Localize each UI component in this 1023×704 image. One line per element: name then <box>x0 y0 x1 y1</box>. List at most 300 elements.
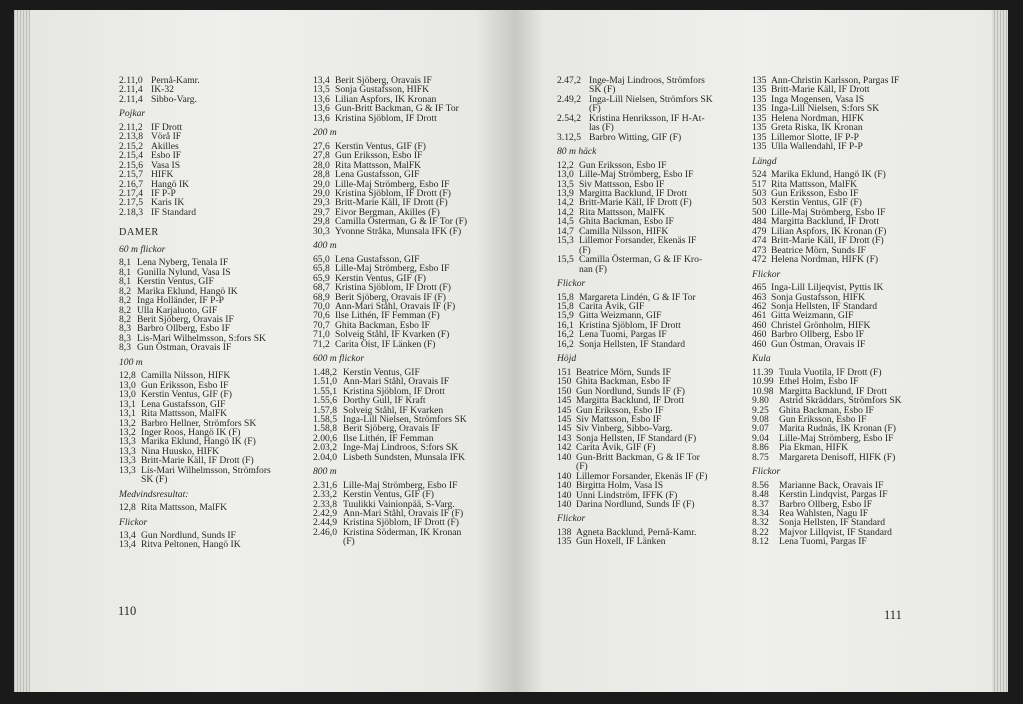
athlete-club: Rea Wahlsten, Nagu IF <box>779 508 869 520</box>
section-heading: DAMER <box>119 227 159 239</box>
result-list <box>557 293 757 350</box>
result-row <box>119 95 315 104</box>
athlete-club: IF P-P <box>151 187 176 199</box>
result-value: 1.51,0 <box>313 376 337 388</box>
athlete-club: Ulla Wallendahl, IF P-P <box>771 141 863 153</box>
result-list <box>313 142 509 237</box>
result-value: 8,1 <box>119 257 131 269</box>
page-number-left: 110 <box>118 604 137 618</box>
result-value: 1.58,5 <box>313 413 337 425</box>
athlete-club: Dorthy Gull, IF Kraft <box>343 395 426 407</box>
result-value: 1.48,2 <box>313 366 337 378</box>
athlete-club: Kerstin Ventus, GIF (F) <box>335 272 426 284</box>
result-row <box>119 170 315 179</box>
result-value: 462 <box>752 300 767 312</box>
athlete-club-continuation: (F) <box>579 244 591 256</box>
result-value: 13,0 <box>119 379 136 391</box>
result-value: 13,4 <box>313 75 330 86</box>
result-list <box>557 368 757 510</box>
result-value: 65,8 <box>313 263 330 275</box>
athlete-club: Lille-Maj Strömberg, Esbo IF <box>335 178 450 190</box>
athlete-club: Beatrice Mörn, Sunds IF <box>576 366 671 378</box>
athlete-club: IF Drott <box>151 121 183 133</box>
result-value: 2.11,2 <box>119 121 143 133</box>
athlete-club: Ghita Backman, Esbo IF <box>335 319 430 331</box>
athlete-club: Ghita Backman, Esbo IF <box>779 404 874 416</box>
athlete-club: Helena Nordman, HIFK <box>771 112 864 124</box>
result-value: 8,1 <box>119 276 131 288</box>
result-value: 9.08 <box>752 413 769 425</box>
athlete-club: Camilla Österman, G & IF Tor (F) <box>335 216 468 228</box>
athlete-club: Gitta Weizmann, GIF <box>579 310 662 322</box>
result-value: 13,1 <box>119 408 136 420</box>
left-page-edges <box>14 10 30 692</box>
result-value: 474 <box>752 235 767 247</box>
athlete-club: Margitta Backlund, IF Drott <box>779 385 888 397</box>
athlete-club-continuation: SK (F) <box>589 84 616 96</box>
result-row <box>557 76 757 85</box>
result-list <box>119 503 315 512</box>
athlete-club-continuation: (F) <box>576 461 588 473</box>
result-value: 8.32 <box>752 517 769 529</box>
result-value: 460 <box>752 338 767 350</box>
result-row <box>119 189 315 198</box>
result-value: 145 <box>557 404 572 416</box>
result-value: 14,5 <box>557 216 574 228</box>
result-value: 2.11,4 <box>119 93 143 105</box>
result-value: 1.57,8 <box>313 404 337 416</box>
athlete-club: Lille-Maj Strömberg, Esbo IF <box>779 432 894 444</box>
result-value: 68,9 <box>313 291 330 303</box>
result-value: 2.49,2 <box>557 93 581 105</box>
section-heading: Medvindsresultat: <box>119 488 189 500</box>
result-list <box>557 76 757 142</box>
athlete-club: Agneta Backlund, Pernå-Kamr. <box>576 526 697 538</box>
result-value: 13,3 <box>119 445 136 457</box>
section-heading: Längd <box>752 155 777 167</box>
result-value: 13,5 <box>557 178 574 190</box>
athlete-club: Gunilla Nylund, Vasa IS <box>137 266 231 278</box>
result-list <box>752 283 966 349</box>
athlete-club: Inger Roos, Hangö IK (F) <box>141 426 241 438</box>
athlete-club: Unni Lindström, IFFK (F) <box>576 489 678 501</box>
left-page <box>30 10 514 692</box>
result-value: 472 <box>752 254 767 266</box>
athlete-club: Barbro Ollberg, Esbo IF <box>771 329 865 341</box>
result-value: 15,8 <box>557 300 574 312</box>
result-value: 29,7 <box>313 206 330 218</box>
result-value: 484 <box>752 216 767 228</box>
athlete-club: Sonja Gustafsson, HIFK <box>771 291 866 303</box>
athlete-club: Kerstin Ventus, GIF (F) <box>343 489 434 501</box>
athlete-club: Eivor Bergman, Akilles (F) <box>335 206 440 218</box>
result-row <box>557 340 757 349</box>
result-value: 460 <box>752 319 767 331</box>
result-value: 465 <box>752 282 767 294</box>
athlete-club: Lena Tuomi, Pargas IF <box>579 329 667 341</box>
athlete-club: Gun Östman, Oravais IF <box>771 338 866 350</box>
athlete-club: Ann-Mari Ståhl, Oravais IF (F) <box>343 508 464 520</box>
athlete-club-continuation: (F) <box>589 103 601 115</box>
result-list <box>752 76 966 152</box>
athlete-club: Rita Mattsson, MalFK <box>771 178 858 190</box>
athlete-club: HIFK <box>151 169 174 181</box>
athlete-club: Inga-Lill Nielsen, S:fors SK <box>771 103 880 115</box>
result-value: 71,0 <box>313 329 330 341</box>
section-heading: 80 m häck <box>557 146 597 158</box>
result-value: 140 <box>557 489 572 501</box>
athlete-club: Karis IK <box>151 197 185 209</box>
result-value: 473 <box>752 244 767 256</box>
result-value: 13,3 <box>119 455 136 467</box>
athlete-club: Akilles <box>151 140 179 152</box>
result-value: 461 <box>752 310 767 322</box>
result-value: 16,1 <box>557 319 574 331</box>
athlete-club: Rita Mattsson, MalFK <box>141 502 228 514</box>
result-value: 2.18,3 <box>119 206 143 218</box>
result-value: 13,3 <box>119 436 136 448</box>
section-heading: 600 m flickor <box>313 353 365 365</box>
result-value: 70,6 <box>313 310 330 322</box>
result-value: 13,0 <box>557 169 574 181</box>
athlete-club: Astrid Skräddars, Strömfors SK <box>779 395 902 407</box>
athlete-club: Sonja Hellsten, IF Standard <box>779 517 886 529</box>
result-value: 70,7 <box>313 319 330 331</box>
result-value: 13,6 <box>313 112 330 124</box>
athlete-club: Darina Nordlund, Sunds IF (F) <box>576 499 695 511</box>
athlete-club-continuation: nan (F) <box>579 263 607 275</box>
result-value: 503 <box>752 187 767 199</box>
result-value: 2.15,4 <box>119 150 143 162</box>
result-value: 29,8 <box>313 216 330 228</box>
result-value: 151 <box>557 366 572 378</box>
result-value: 143 <box>557 432 572 444</box>
athlete-club: Birgitta Holm, Vasa IS <box>576 480 664 492</box>
result-value: 8,1 <box>119 266 131 278</box>
athlete-club: Barbro Ollberg, Esbo IF <box>137 323 231 335</box>
athlete-club: Ilse Lithén, IF Femman <box>343 432 434 444</box>
result-value: 10.99 <box>752 376 774 388</box>
result-value: 140 <box>557 470 572 482</box>
result-row <box>557 537 757 546</box>
result-list <box>313 481 509 547</box>
result-value: 8.86 <box>752 442 769 454</box>
athlete-club: Kristina Henriksson, IF H-At- <box>589 112 705 124</box>
section-heading: Flickor <box>752 466 781 478</box>
result-value: 145 <box>557 395 572 407</box>
athlete-club: Inga-Lill Nielsen, Strömfors SK <box>343 413 467 425</box>
athlete-club: Kristina Sjöblom, IF Drott (F) <box>343 517 459 529</box>
athlete-club: Margareta Lindén, G & IF Tor <box>579 291 696 303</box>
result-value: 13,9 <box>557 187 574 199</box>
athlete-club: Rita Mattsson, MalFK <box>335 159 422 171</box>
result-row <box>119 540 315 549</box>
athlete-club: Carita Åvik, GIF <box>579 300 645 312</box>
athlete-club: Lilian Aspfors, IK Kronan (F) <box>771 225 887 237</box>
athlete-club: Gitta Weizmann, GIF <box>771 310 854 322</box>
athlete-club: Inga-Lill Liljeqvist, Pyttis IK <box>771 282 884 294</box>
result-row <box>557 95 757 104</box>
results-column-1 <box>119 76 315 550</box>
athlete-club: Lis-Mari Wilhelmsson, Strömfors <box>141 464 271 476</box>
athlete-club: Kerstin Ventus, GIF (F) <box>335 140 426 152</box>
result-value: 150 <box>557 385 572 397</box>
result-value: 28,8 <box>313 169 330 181</box>
result-value: 12,2 <box>557 159 574 171</box>
result-list <box>119 371 315 484</box>
athlete-club: Greta Riska, IK Kronan <box>771 122 863 134</box>
athlete-club: Margitta Backlund, IF Drott <box>771 216 880 228</box>
result-value: 2.42,9 <box>313 508 337 520</box>
results-column-3 <box>557 76 757 547</box>
athlete-club: Lillemor Forsander, Ekenäs IF <box>579 235 697 247</box>
athlete-club: Ghita Backman, Esbo IF <box>579 216 674 228</box>
result-value: 65,0 <box>313 253 330 265</box>
athlete-club: Kristina Sjöblom, IF Drott <box>335 112 437 124</box>
result-value: 140 <box>557 451 572 463</box>
athlete-club: Tuula Vuotila, IF Drott (F) <box>779 366 882 378</box>
result-value: 460 <box>752 329 767 341</box>
athlete-club: Marika Eklund, Hangö IK (F) <box>141 436 256 448</box>
athlete-club: Lille-Maj Strömberg, Esbo IF <box>579 169 694 181</box>
result-value: 8,2 <box>119 304 131 316</box>
athlete-club: Lillemor Slotte, IF P-P <box>771 131 859 143</box>
result-row <box>119 151 315 160</box>
athlete-club: Carita Öist, IF Länken (F) <box>335 338 436 350</box>
athlete-club: Berit Sjöberg, Oravais IF <box>335 75 432 86</box>
result-value: 135 <box>752 103 767 115</box>
result-row <box>119 503 315 512</box>
result-value: 15,5 <box>557 254 574 266</box>
result-value: 13,4 <box>119 530 136 542</box>
result-value: 2.46,0 <box>313 526 337 538</box>
result-row <box>119 198 315 207</box>
result-value: 2.15,2 <box>119 140 143 152</box>
athlete-club: Ritva Peltonen, Hangö IK <box>141 539 241 551</box>
result-row <box>313 340 509 349</box>
result-value: 16,2 <box>557 329 574 341</box>
result-list <box>119 76 315 104</box>
result-value: 503 <box>752 197 767 209</box>
athlete-club: Sonja Gustafsson, HIFK <box>335 84 430 96</box>
result-value: 145 <box>557 423 572 435</box>
result-value: 8,3 <box>119 323 131 335</box>
athlete-club: Ann-Mari Ståhl, Oravais IF (F) <box>335 300 456 312</box>
athlete-club: Inga Mogensen, Vasa IS <box>771 93 865 105</box>
result-value: 135 <box>752 112 767 124</box>
athlete-club: Gun Östman, Oravais IF <box>137 342 232 354</box>
result-value: 8,2 <box>119 313 131 325</box>
section-heading: 400 m <box>313 240 337 252</box>
result-value: 138 <box>557 526 572 538</box>
result-row <box>313 227 509 236</box>
result-value: 8.37 <box>752 498 769 510</box>
result-list <box>557 528 757 547</box>
result-value: 13,2 <box>119 426 136 438</box>
result-row <box>313 453 509 462</box>
result-value: 13,5 <box>313 84 330 96</box>
result-value: 29,0 <box>313 187 330 199</box>
athlete-club: Rita Mattsson, MalFK <box>579 206 666 218</box>
result-value: 13,2 <box>119 417 136 429</box>
athlete-club: IK-32 <box>151 84 174 96</box>
athlete-club: Margitta Backlund, IF Drott <box>576 395 685 407</box>
result-row <box>752 142 966 151</box>
result-value: 1.55,1 <box>313 385 337 397</box>
athlete-club: Tuulikki Vainionpää, S-Varg. <box>343 498 455 510</box>
athlete-club: Gun Eriksson, Esbo IF <box>141 379 229 391</box>
result-value: 10.98 <box>752 385 774 397</box>
athlete-club: Gun Nordlund, Sunds IF <box>141 530 236 542</box>
athlete-club: Camilla Nilsson, HIFK <box>579 225 669 237</box>
right-page <box>514 10 992 692</box>
result-value: 11.39 <box>752 366 774 378</box>
athlete-club: Hangö IK <box>151 178 190 190</box>
athlete-club: Camilla Österman, G & IF Kro- <box>579 254 703 266</box>
section-heading: 800 m <box>313 466 337 478</box>
result-value: 27,8 <box>313 150 330 162</box>
result-value: 29,3 <box>313 197 330 209</box>
result-value: 142 <box>557 442 572 454</box>
page-number-right: 111 <box>884 608 902 622</box>
result-value: 12,8 <box>119 502 136 514</box>
result-row <box>557 133 757 142</box>
athlete-club: Kerstin Ventus, GIF <box>343 366 420 378</box>
result-list <box>557 161 757 274</box>
athlete-club: Margareta Denisoff, HIFK (F) <box>779 451 896 463</box>
result-value: 1.58,8 <box>313 423 337 435</box>
athlete-club: Lis-Mari Wilhelmsson, S:fors SK <box>137 332 266 344</box>
athlete-club: Lena Tuomi, Pargas IF <box>779 536 867 548</box>
result-value: 135 <box>752 122 767 134</box>
results-column-2 <box>313 76 509 547</box>
result-value: 2.17,5 <box>119 197 143 209</box>
athlete-club: Carita Åvik, GIF (F) <box>576 442 656 454</box>
result-list <box>313 368 509 463</box>
athlete-club: Barbro Ollberg, Esbo IF <box>779 498 873 510</box>
athlete-club: Lisbeth Sundsten, Munsala IFK <box>343 451 466 463</box>
result-list <box>752 481 966 547</box>
athlete-club: Lille-Maj Strömberg, Esbo IF <box>335 263 450 275</box>
result-list <box>119 258 315 353</box>
result-row <box>119 161 315 170</box>
athlete-club: Gun Eriksson, Esbo IF <box>579 159 667 171</box>
section-heading: 60 m flickor <box>119 243 166 255</box>
result-value: 13,6 <box>313 93 330 105</box>
athlete-club: Lille-Maj Strömberg, Esbo IF <box>771 206 886 218</box>
athlete-club: Gun-Britt Backman, G & IF Tor <box>576 451 700 463</box>
result-value: 3.12,5 <box>557 131 581 143</box>
result-value: 8.75 <box>752 451 769 463</box>
result-list <box>119 531 315 550</box>
athlete-club: Marika Eklund, Hangö IK <box>137 285 238 297</box>
result-value: 8,3 <box>119 332 131 344</box>
right-page-edges <box>992 10 1008 692</box>
athlete-club: Sibbo-Varg. <box>151 93 197 105</box>
result-value: 13,4 <box>119 539 136 551</box>
section-heading: Flickor <box>557 513 586 525</box>
athlete-club: Margitta Backlund, IF Drott <box>579 187 688 199</box>
result-value: 15,3 <box>557 235 574 247</box>
result-list <box>313 255 509 350</box>
result-row <box>119 132 315 141</box>
athlete-club: Lillemor Forsander, Ekenäs IF (F) <box>576 470 708 482</box>
result-value: 2.33,8 <box>313 498 337 510</box>
result-value: 2.04,0 <box>313 451 337 463</box>
athlete-club: Siv Mattsson, Esbo IF <box>576 413 662 425</box>
athlete-club: Lilian Aspfors, IK Kronan <box>335 93 437 105</box>
athlete-club: Britt-Marie Käll, IF Drott (F) <box>141 455 254 467</box>
result-value: 140 <box>557 499 572 511</box>
result-value: 8.22 <box>752 526 769 538</box>
result-value: 29,0 <box>313 178 330 190</box>
result-value: 8.34 <box>752 508 769 520</box>
result-value: 14,2 <box>557 197 574 209</box>
result-value: 2.15,7 <box>119 169 143 181</box>
result-value: 517 <box>752 178 767 190</box>
result-list <box>313 76 509 123</box>
result-value: 2.13,8 <box>119 131 143 143</box>
result-value: 8.56 <box>752 479 769 491</box>
athlete-club: Sonja Hellsten, IF Standard <box>579 338 686 350</box>
athlete-club: Kerstin Lindqvist, Pargas IF <box>779 489 888 501</box>
result-value: 9.07 <box>752 423 769 435</box>
athlete-club: Berit Sjöberg, Oravais IF (F) <box>335 291 446 303</box>
athlete-club: Gun Eriksson, Esbo IF <box>779 413 867 425</box>
result-value: 135 <box>752 93 767 105</box>
athlete-club: Gun Hoxell, IF Länken <box>576 536 666 548</box>
athlete-club: Lena Nyberg, Tenala IF <box>137 257 229 269</box>
result-row <box>119 208 315 217</box>
athlete-club: Inga Holländer, IF P-P <box>137 295 225 307</box>
athlete-club: Siv Mattsson, Esbo IF <box>579 178 665 190</box>
result-list <box>752 368 966 463</box>
athlete-club: Lena Gustafsson, GIF <box>335 169 420 181</box>
athlete-club: Sonja Hellsten, IF Standard <box>771 300 878 312</box>
athlete-club: Barbro Hellner, Strömfors SK <box>141 417 257 429</box>
result-value: 70,0 <box>313 300 330 312</box>
athlete-club: Camilla Nilsson, HIFK <box>141 370 231 382</box>
athlete-club: Gun-Britt Backman, G & IF Tor <box>335 103 459 115</box>
athlete-club: Marita Rudnäs, IK Kronan (F) <box>779 423 896 435</box>
result-value: 2.11,4 <box>119 84 143 96</box>
result-value: 9.25 <box>752 404 769 416</box>
athlete-club: Kristina Sjöblom, IF Drott <box>579 319 681 331</box>
result-value: 145 <box>557 413 572 425</box>
athlete-club: Pernå-Kamr. <box>151 75 200 86</box>
athlete-club: Ilse Lithén, IF Femman (F) <box>335 310 440 322</box>
result-value: 500 <box>752 206 767 218</box>
athlete-club: Sonja Hellsten, IF Standard (F) <box>576 432 697 444</box>
athlete-club: Marianne Back, Oravais IF <box>779 479 884 491</box>
athlete-club: IF Standard <box>151 206 197 218</box>
athlete-club: Lena Gustafsson, GIF <box>335 253 420 265</box>
result-value: 135 <box>752 131 767 143</box>
athlete-club: Nina Huusko, HIFK <box>141 445 220 457</box>
athlete-club: Gun Eriksson, Esbo IF <box>576 404 664 416</box>
result-row <box>119 76 315 85</box>
result-value: 8.12 <box>752 536 769 548</box>
athlete-club: Vasa IS <box>151 159 181 171</box>
result-value: 13,0 <box>119 389 136 401</box>
result-value: 13,6 <box>313 103 330 115</box>
result-value: 2.03,2 <box>313 442 337 454</box>
result-row <box>119 85 315 94</box>
athlete-club: Britt-Marie Käll, IF Drott (F) <box>335 197 448 209</box>
result-value: 524 <box>752 169 767 181</box>
result-value: 2.44,9 <box>313 517 337 529</box>
result-value: 13,1 <box>119 398 136 410</box>
